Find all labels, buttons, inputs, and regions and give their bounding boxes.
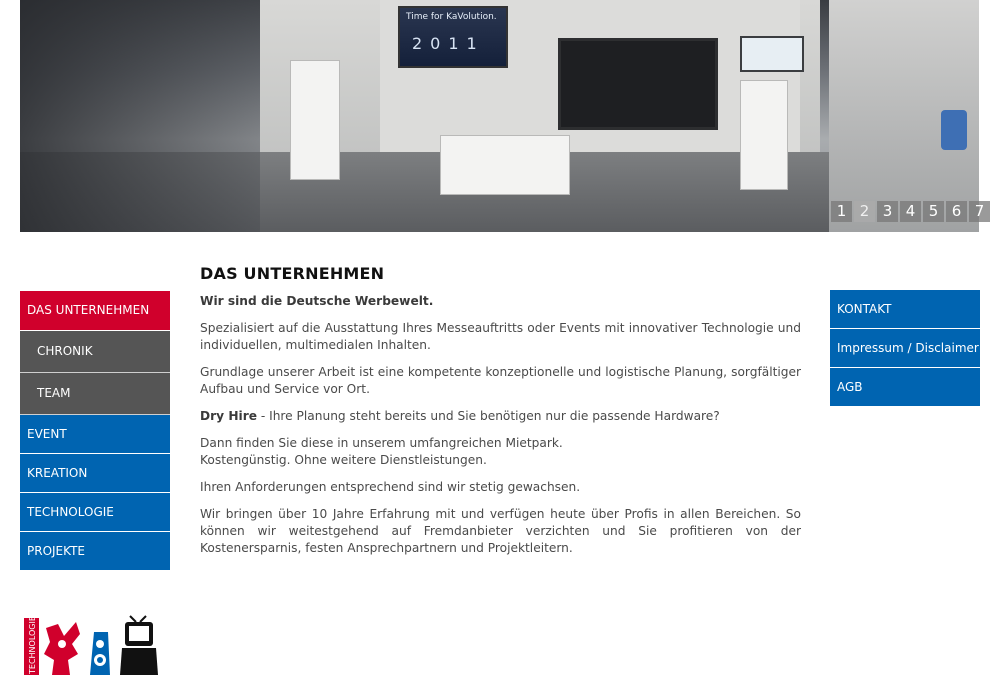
slide-dot-4[interactable]: 4 [900, 201, 921, 222]
left-nav-item-team[interactable]: TEAM [20, 373, 170, 415]
slide-dot-3[interactable]: 3 [877, 201, 898, 222]
right-nav-item-impressum-disclaimer[interactable]: Impressum / Disclaimer [830, 329, 980, 368]
hero-screen-year: 2011 [412, 34, 485, 53]
left-nav-item-das-unternehmen[interactable]: DAS UNTERNEHMEN [20, 291, 170, 331]
hero-right-screen [740, 36, 804, 72]
paragraph-dry-hire [200, 408, 801, 425]
paragraph-specialisation: Spezialisiert auf die Ausstattung Ihres Messeauftritts oder Events mit innovativer Technologie und individuellen, multimedialen Inhalten. [200, 321, 801, 352]
dry-hire-label: Dry Hire [200, 409, 257, 423]
slide-dot-5[interactable]: 5 [923, 201, 944, 222]
hero-screen-caption: Time for KaVolution. [406, 12, 497, 22]
left-nav-item-technologie[interactable]: TECHNOLOGIE [20, 493, 170, 532]
left-navigation [20, 291, 170, 571]
paragraph-experience: Wir bringen über 10 Jahre Erfahrung mit und verfügen heute über Profis in allen Bereichen. So können wir weitestgehend auf Fremdanbieter verzichten und Sie profitieren von der Kostenersparnis, festen Ansprechpartnern und Projektleitern. [200, 507, 801, 555]
hero-kiosk-right [740, 80, 788, 190]
left-nav-item-event[interactable]: EVENT [20, 415, 170, 454]
logo-vertical-text: TECHNOLOGIE [28, 616, 37, 674]
right-nav-item-kontakt[interactable]: KONTAKT [830, 290, 980, 329]
slide-dot-1[interactable]: 1 [831, 201, 852, 222]
paragraph-foundation: Grundlage unserer Arbeit ist eine kompetente konzeptionelle und logistische Planung, sorgfältiger Aufbau und Service vor Ort. [200, 365, 801, 396]
hero-top-screen [398, 6, 508, 68]
hero-counter [440, 135, 570, 195]
right-nav-item-agb[interactable]: AGB [830, 368, 980, 407]
hero-big-screen [558, 38, 718, 130]
logo-figures-icon [24, 614, 158, 675]
paragraph-growth: Ihren Anforderungen entsprechend sind wir stetig gewachsen. [200, 480, 581, 494]
cost-line: Kostengünstig. Ohne weitere Dienstleistungen. [200, 453, 487, 467]
left-nav-item-kreation[interactable]: KREATION [20, 454, 170, 493]
hero-kiosk-left [290, 60, 340, 180]
company-logo [24, 614, 158, 675]
hero-banner [20, 0, 985, 232]
paragraph-rental-park [200, 435, 801, 469]
slide-dot-2[interactable]: 2 [854, 201, 875, 222]
left-nav-item-projekte[interactable]: PROJEKTE [20, 532, 170, 571]
right-navigation [830, 290, 980, 407]
slide-dot-6[interactable]: 6 [946, 201, 967, 222]
slider-pagination [831, 201, 990, 222]
lead-text: Wir sind die Deutsche Werbewelt. [200, 294, 434, 308]
hero-chair [941, 110, 967, 150]
left-nav-item-chronik[interactable]: CHRONIK [20, 331, 170, 373]
slide-dot-7[interactable]: 7 [969, 201, 990, 222]
page-title: DAS UNTERNEHMEN [200, 264, 385, 283]
dry-hire-text: - Ihre Planung steht bereits und Sie benötigen nur die passende Hardware? [256, 409, 720, 423]
main-content [200, 264, 801, 567]
hero-hall-left [20, 0, 260, 232]
rental-park-line: Dann finden Sie diese in unserem umfangreichen Mietpark. [200, 436, 563, 450]
